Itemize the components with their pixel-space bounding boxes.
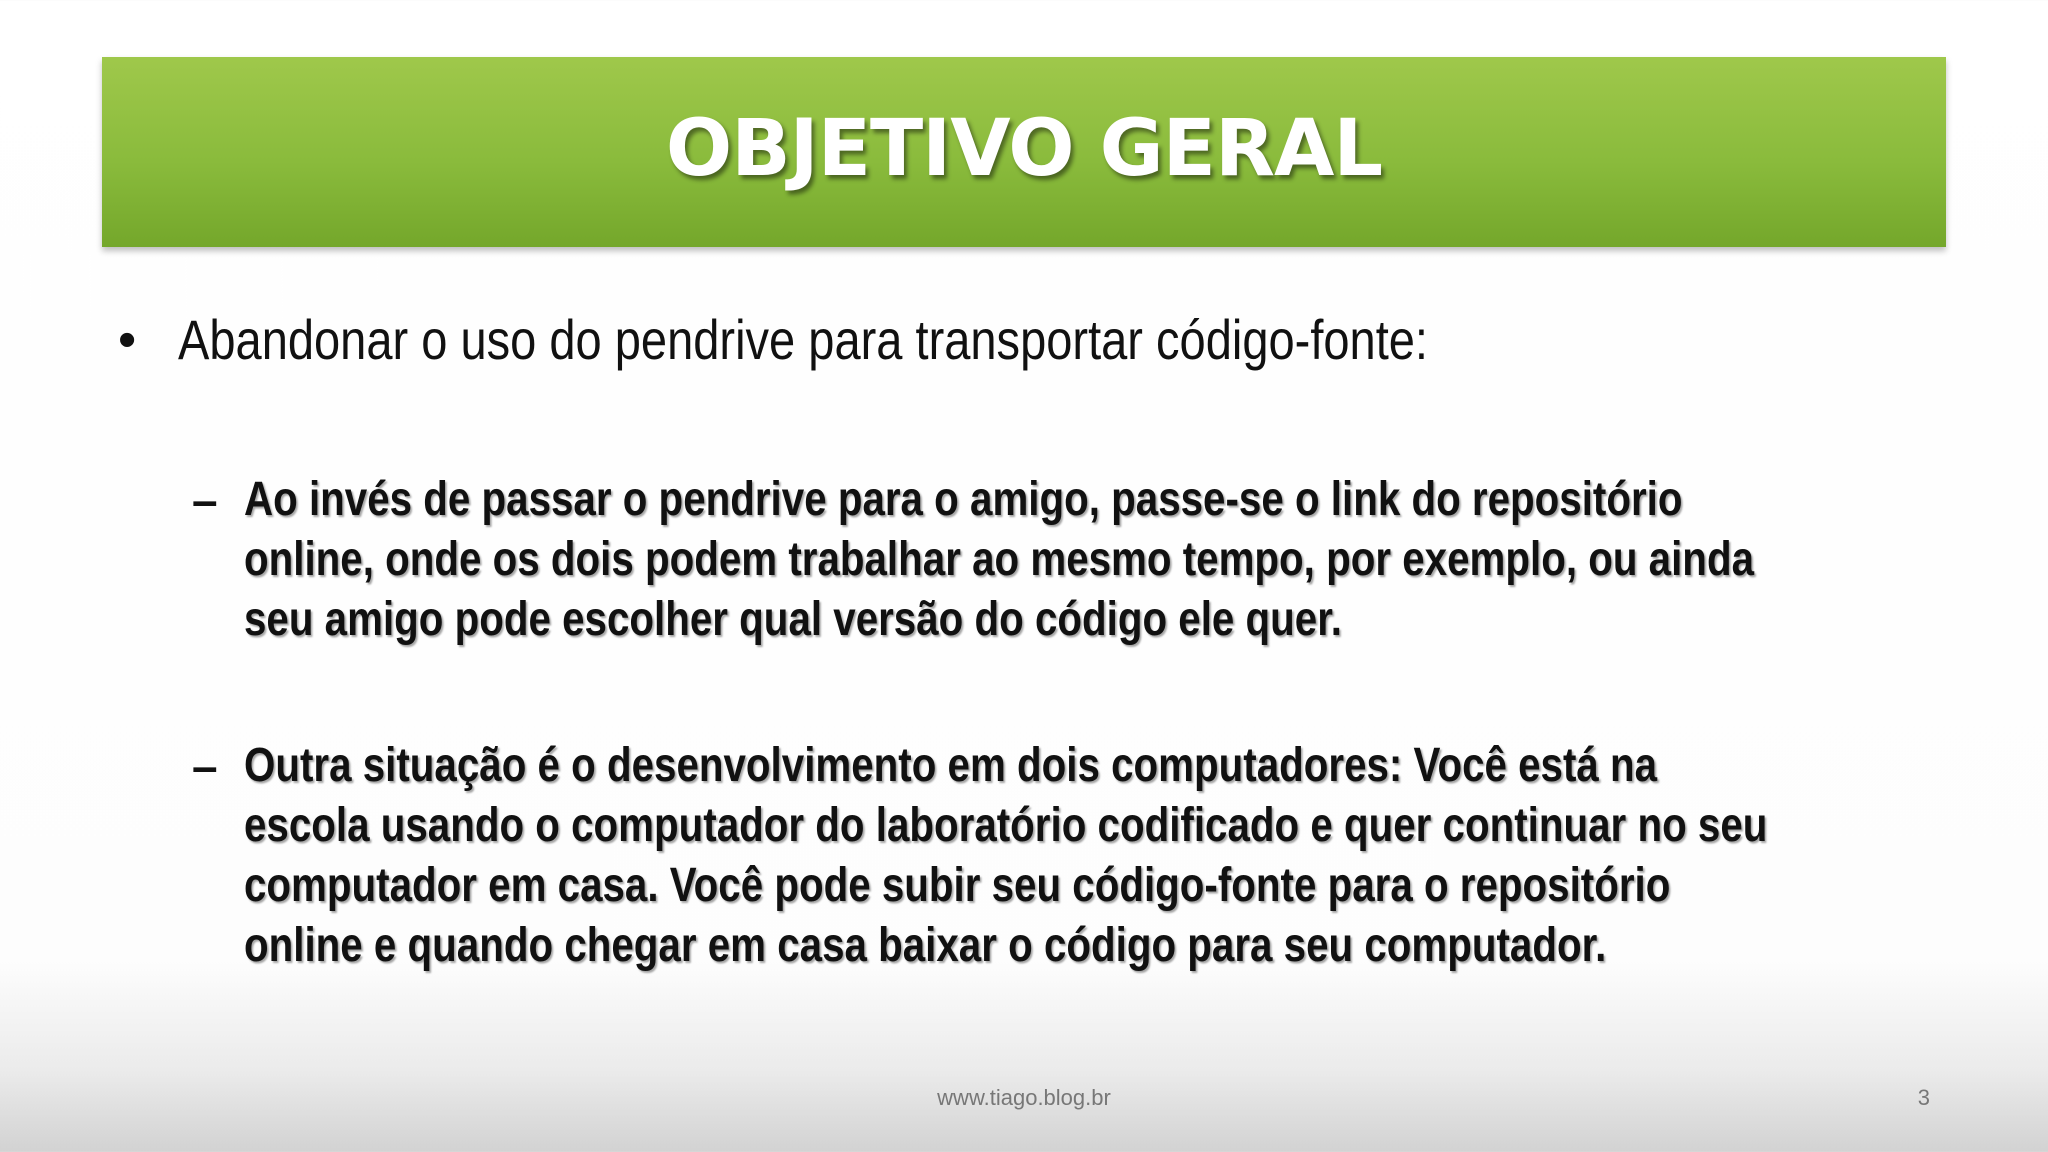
sub-item-text: Outra situação é o desenvolvimento em dois computadores: Você está na escola usando o computador do laboratório codificado e quer continuar no seu computador em casa. Você pode subir seu código-fonte para o repositório online e quando chegar em casa baixar o código para seu computador.	[244, 739, 1768, 972]
bullet-symbol: •	[118, 311, 137, 369]
footer-url: www.tiago.blog.br	[937, 1085, 1111, 1110]
sub-item-pendrive	[192, 470, 2048, 650]
sub-item-dash: –	[192, 474, 218, 526]
page-number: 3	[1917, 1085, 1930, 1110]
slide-title: OBJETIVO GERAL	[665, 104, 1383, 194]
bullet-text: Abandonar o uso do pendrive para transportar código-fonte:	[178, 308, 1429, 371]
sub-item-two-computers	[192, 736, 2048, 976]
sub-item-text: Ao invés de passar o pendrive para o amigo, passe-se o link do repositório online, onde os dois podem trabalhar ao mesmo tempo, por exemplo, ou ainda seu amigo pode escolher qual versão do código ele quer.	[244, 473, 1754, 646]
bullet-item	[118, 300, 1666, 380]
sub-item-dash: –	[192, 740, 218, 792]
